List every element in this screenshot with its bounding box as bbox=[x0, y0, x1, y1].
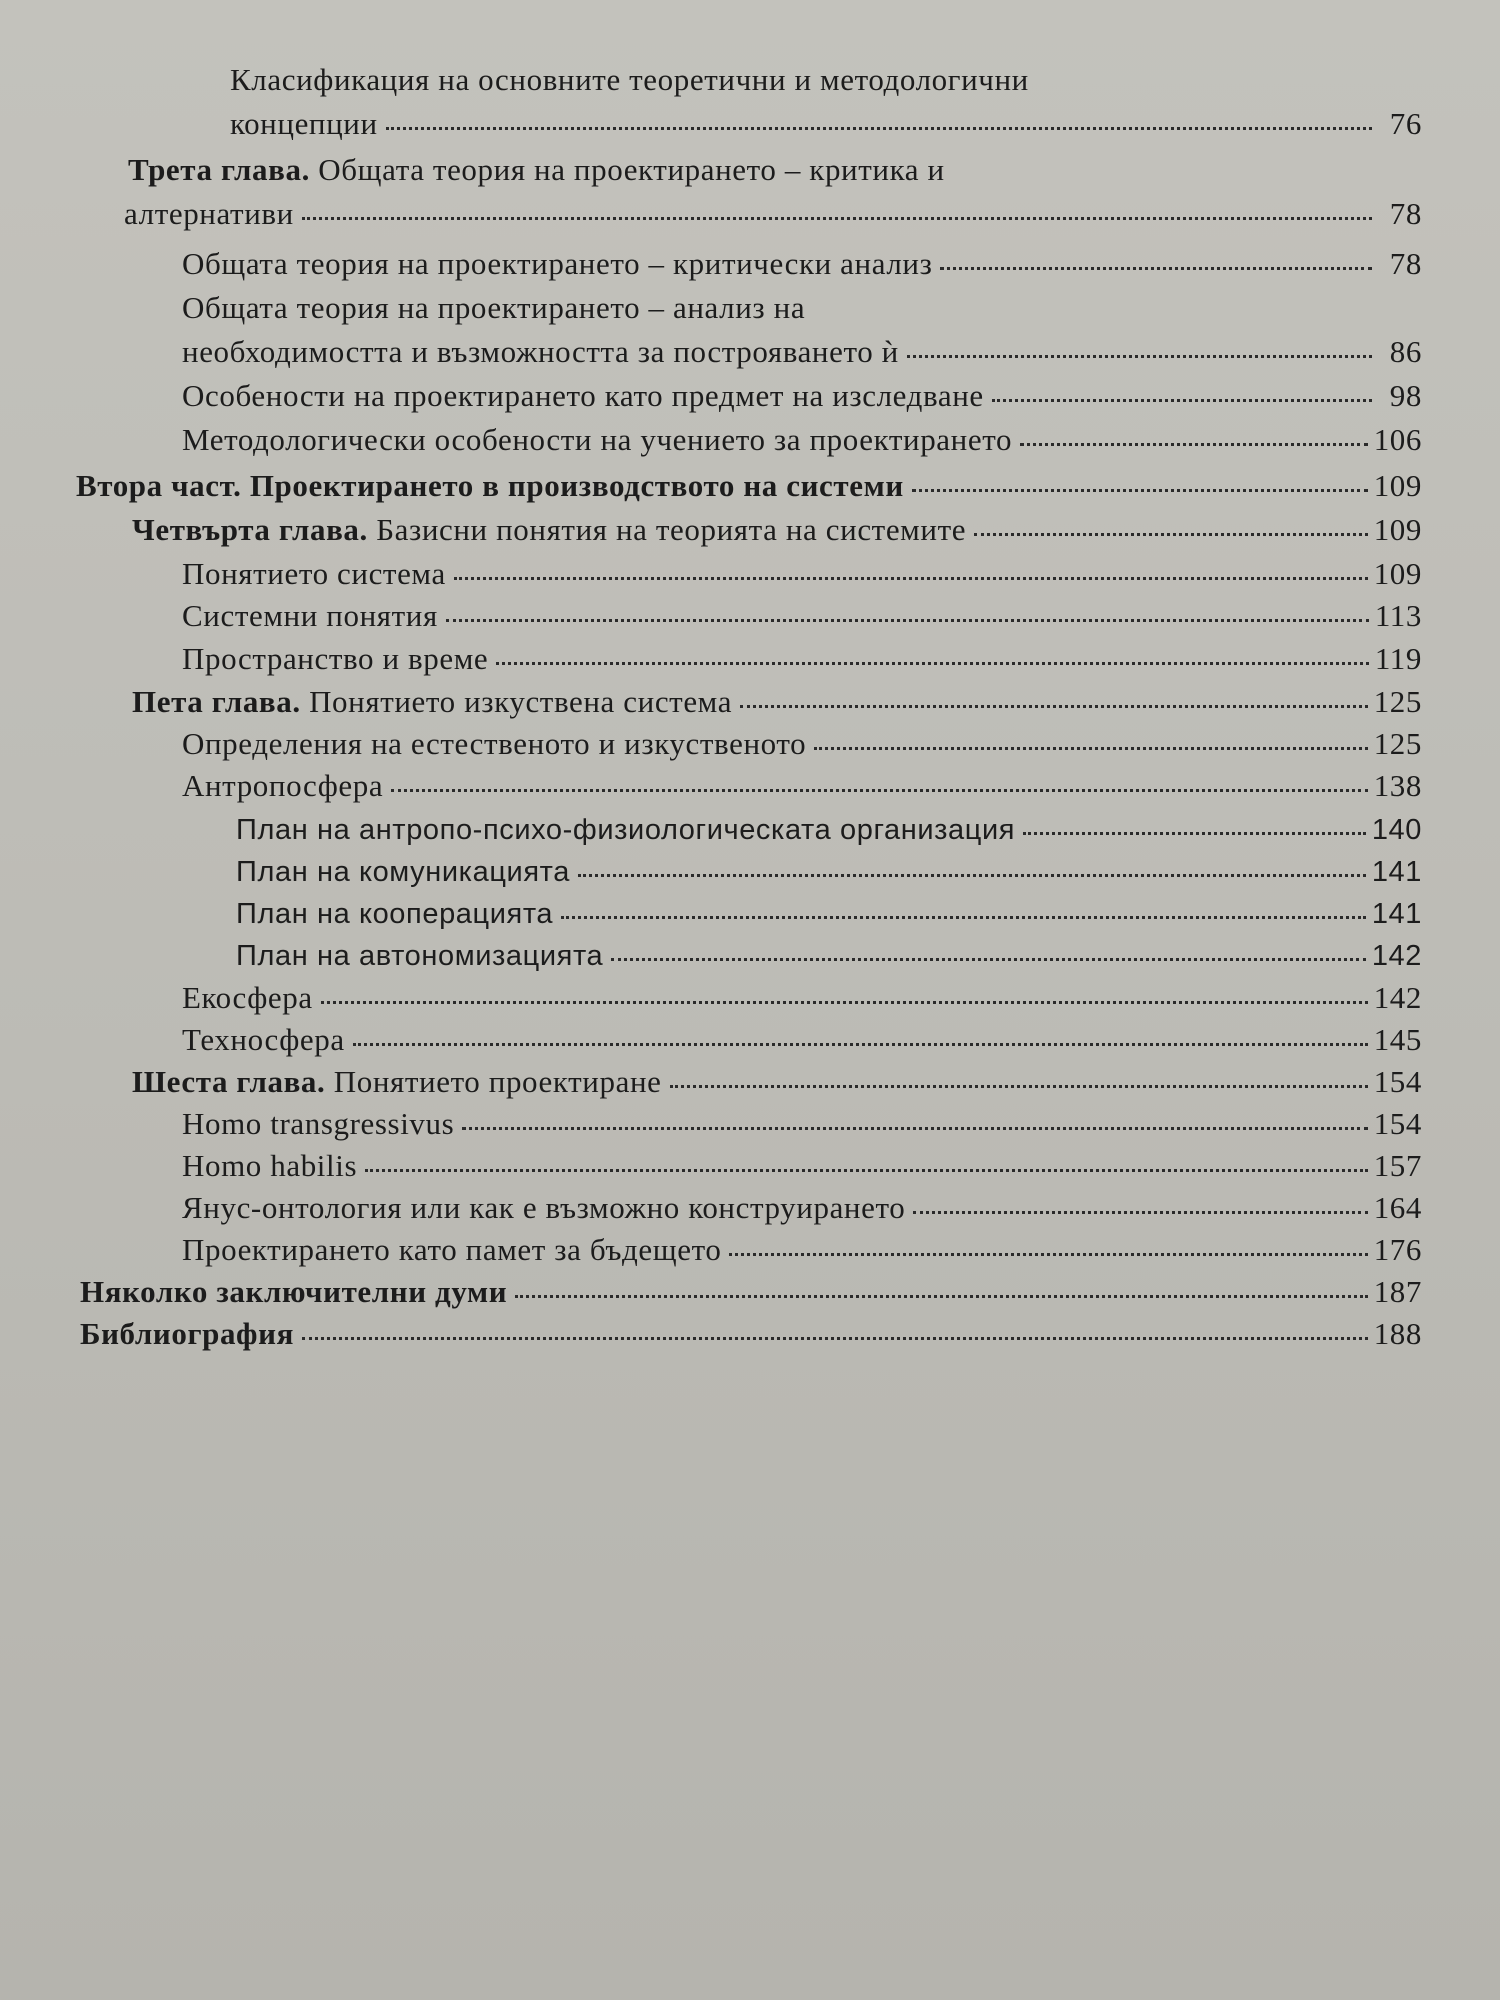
chapter-label: Четвърта глава. bbox=[132, 512, 368, 547]
toc-entry-chapter bbox=[124, 148, 1422, 236]
toc-entry-text-line: Общата теория на проектирането – анализ на bbox=[182, 290, 806, 325]
toc-entry-text-line: Проектирането като памет за бъдещето bbox=[182, 1232, 722, 1267]
page-number: 113 bbox=[1374, 598, 1422, 633]
dot-leader bbox=[912, 489, 1368, 492]
toc-entry-text-line: Базисни понятия на теорията на системите bbox=[367, 512, 967, 547]
dot-leader bbox=[462, 1127, 1367, 1130]
toc-entry-text-line: Янус-онтология или как е възможно конструирането bbox=[182, 1190, 906, 1225]
toc-entry-text-line: Няколко заключителни думи bbox=[80, 1274, 508, 1309]
page-number: 154 bbox=[1373, 1106, 1422, 1141]
toc-entry-text-line: Homo habilis bbox=[182, 1148, 358, 1183]
page-number: 78 bbox=[1389, 196, 1422, 231]
page-number: 125 bbox=[1373, 726, 1422, 761]
dot-leader bbox=[446, 619, 1369, 622]
dot-leader bbox=[1023, 832, 1366, 835]
dot-leader bbox=[454, 577, 1368, 580]
dot-leader bbox=[353, 1043, 1368, 1046]
dot-leader bbox=[670, 1085, 1368, 1088]
toc-entry-text-line: План на автономизацията bbox=[236, 940, 604, 972]
toc-entry bbox=[182, 722, 1422, 766]
page-number: 154 bbox=[1373, 1064, 1422, 1099]
page-number: 76 bbox=[1389, 106, 1422, 141]
toc-entry-text-line: Homo transgressivus bbox=[182, 1106, 455, 1141]
page-number: 142 bbox=[1373, 980, 1422, 1015]
toc-entry-chapter bbox=[132, 508, 1422, 552]
toc-entry-text-line: необходимостта и възможността за построяването ѝ bbox=[182, 334, 899, 369]
page-number: 109 bbox=[1373, 556, 1422, 591]
toc-entry bbox=[236, 850, 1422, 894]
toc-entry bbox=[182, 637, 1422, 681]
chapter-label: Шеста глава. bbox=[132, 1064, 326, 1099]
toc-entry-part bbox=[80, 1312, 1422, 1356]
page-number: 188 bbox=[1373, 1316, 1422, 1351]
toc-entry bbox=[236, 808, 1422, 852]
toc-entry-text-line: Особености на проектирането като предмет на изследване bbox=[182, 378, 984, 413]
toc-entry-text-line: Пространство и време bbox=[182, 641, 489, 676]
toc-entry bbox=[182, 1186, 1422, 1230]
toc-entry bbox=[236, 892, 1422, 936]
dot-leader bbox=[365, 1169, 1368, 1172]
toc-entry bbox=[182, 1144, 1422, 1188]
toc-entry-text-line: алтернативи bbox=[124, 196, 294, 231]
toc-entry-text-line: Понятието система bbox=[182, 556, 446, 591]
toc-entry-text-line: Методологически особености на учението за проектирането bbox=[182, 422, 1013, 457]
page-number: 106 bbox=[1373, 422, 1422, 457]
toc-entry-text-line: Класификация на основните теоретични и методологични bbox=[230, 62, 1029, 97]
dot-leader bbox=[578, 874, 1366, 877]
toc-entry-text-line: Антропосфера bbox=[182, 768, 384, 803]
page-number: 142 bbox=[1371, 940, 1422, 972]
page-number: 176 bbox=[1373, 1232, 1422, 1267]
toc-entry-text-line: План на кооперацията bbox=[236, 898, 554, 930]
toc-entry bbox=[182, 1102, 1422, 1146]
page-number: 164 bbox=[1373, 1190, 1422, 1225]
page-number: 157 bbox=[1373, 1148, 1422, 1183]
dot-leader bbox=[992, 399, 1372, 402]
toc-entry bbox=[182, 764, 1422, 808]
toc-entry-text-line: Системни понятия bbox=[182, 598, 438, 633]
toc-entry-text-line: Понятието изкуствена система bbox=[300, 684, 733, 719]
dot-leader bbox=[913, 1211, 1367, 1214]
chapter-label: Пета глава. bbox=[132, 684, 301, 719]
dot-leader bbox=[302, 217, 1372, 220]
chapter-label: Трета глава. bbox=[128, 152, 310, 187]
dot-leader bbox=[740, 705, 1368, 708]
page-number: 140 bbox=[1371, 814, 1422, 846]
toc-entry bbox=[182, 552, 1422, 596]
toc-entry bbox=[182, 594, 1422, 638]
dot-leader bbox=[561, 916, 1366, 919]
dot-leader bbox=[302, 1337, 1368, 1340]
toc-entry bbox=[182, 374, 1422, 418]
dot-leader bbox=[814, 747, 1368, 750]
dot-leader bbox=[515, 1295, 1367, 1298]
page-number: 187 bbox=[1373, 1274, 1422, 1309]
toc-entry bbox=[182, 1228, 1422, 1272]
toc-entry-text-line: Втора част. Проектирането в производството на системи bbox=[76, 468, 904, 503]
toc-entry-text-line: Общата теория на проектирането – критика и bbox=[309, 152, 945, 187]
page-number: 119 bbox=[1374, 641, 1422, 676]
toc-entry-text-line: Общата теория на проектирането – критически анализ bbox=[182, 246, 933, 281]
dot-leader bbox=[386, 127, 1372, 130]
dot-leader bbox=[907, 355, 1372, 358]
toc-entry bbox=[182, 418, 1422, 462]
toc-entry-text-line: концепции bbox=[230, 106, 378, 141]
dot-leader bbox=[1020, 443, 1368, 446]
toc-entry-text-line: Екосфера bbox=[182, 980, 313, 1015]
toc-entry bbox=[182, 242, 1422, 286]
page-number: 109 bbox=[1373, 468, 1422, 503]
page-number: 109 bbox=[1373, 512, 1422, 547]
dot-leader bbox=[391, 789, 1367, 792]
dot-leader bbox=[611, 958, 1366, 961]
toc-entry bbox=[182, 976, 1422, 1020]
page-number: 141 bbox=[1371, 898, 1422, 930]
page-number: 138 bbox=[1373, 768, 1422, 803]
page-number: 141 bbox=[1371, 856, 1422, 888]
toc-entry-chapter bbox=[132, 1060, 1422, 1104]
dot-leader bbox=[974, 533, 1368, 536]
toc-entry-text-line: Понятието проектиране bbox=[325, 1064, 662, 1099]
toc-entry-text-line: Техносфера bbox=[182, 1022, 345, 1057]
page-number: 78 bbox=[1389, 246, 1422, 281]
toc-entry bbox=[236, 934, 1422, 978]
toc-entry-text-line: План на комуникацията bbox=[236, 856, 570, 888]
page-number: 145 bbox=[1373, 1022, 1422, 1057]
toc-entry bbox=[230, 58, 1422, 146]
dot-leader bbox=[496, 662, 1369, 665]
toc-entry-text-line: План на антропо-психо-физиологическата организация bbox=[236, 814, 1016, 846]
toc-entry-text-line: Определения на естественото и изкуственото bbox=[182, 726, 807, 761]
toc-entry-part bbox=[80, 1270, 1422, 1314]
page-number: 98 bbox=[1389, 378, 1422, 413]
dot-leader bbox=[940, 267, 1372, 270]
page-number: 125 bbox=[1373, 684, 1422, 719]
dot-leader bbox=[321, 1001, 1368, 1004]
toc-entry bbox=[182, 1018, 1422, 1062]
page-number: 86 bbox=[1389, 334, 1422, 369]
toc-entry-part bbox=[76, 464, 1422, 508]
toc-entry-text-line: Библиография bbox=[80, 1316, 294, 1351]
dot-leader bbox=[729, 1253, 1367, 1256]
toc-entry bbox=[182, 286, 1422, 374]
toc-entry-chapter bbox=[132, 680, 1422, 724]
